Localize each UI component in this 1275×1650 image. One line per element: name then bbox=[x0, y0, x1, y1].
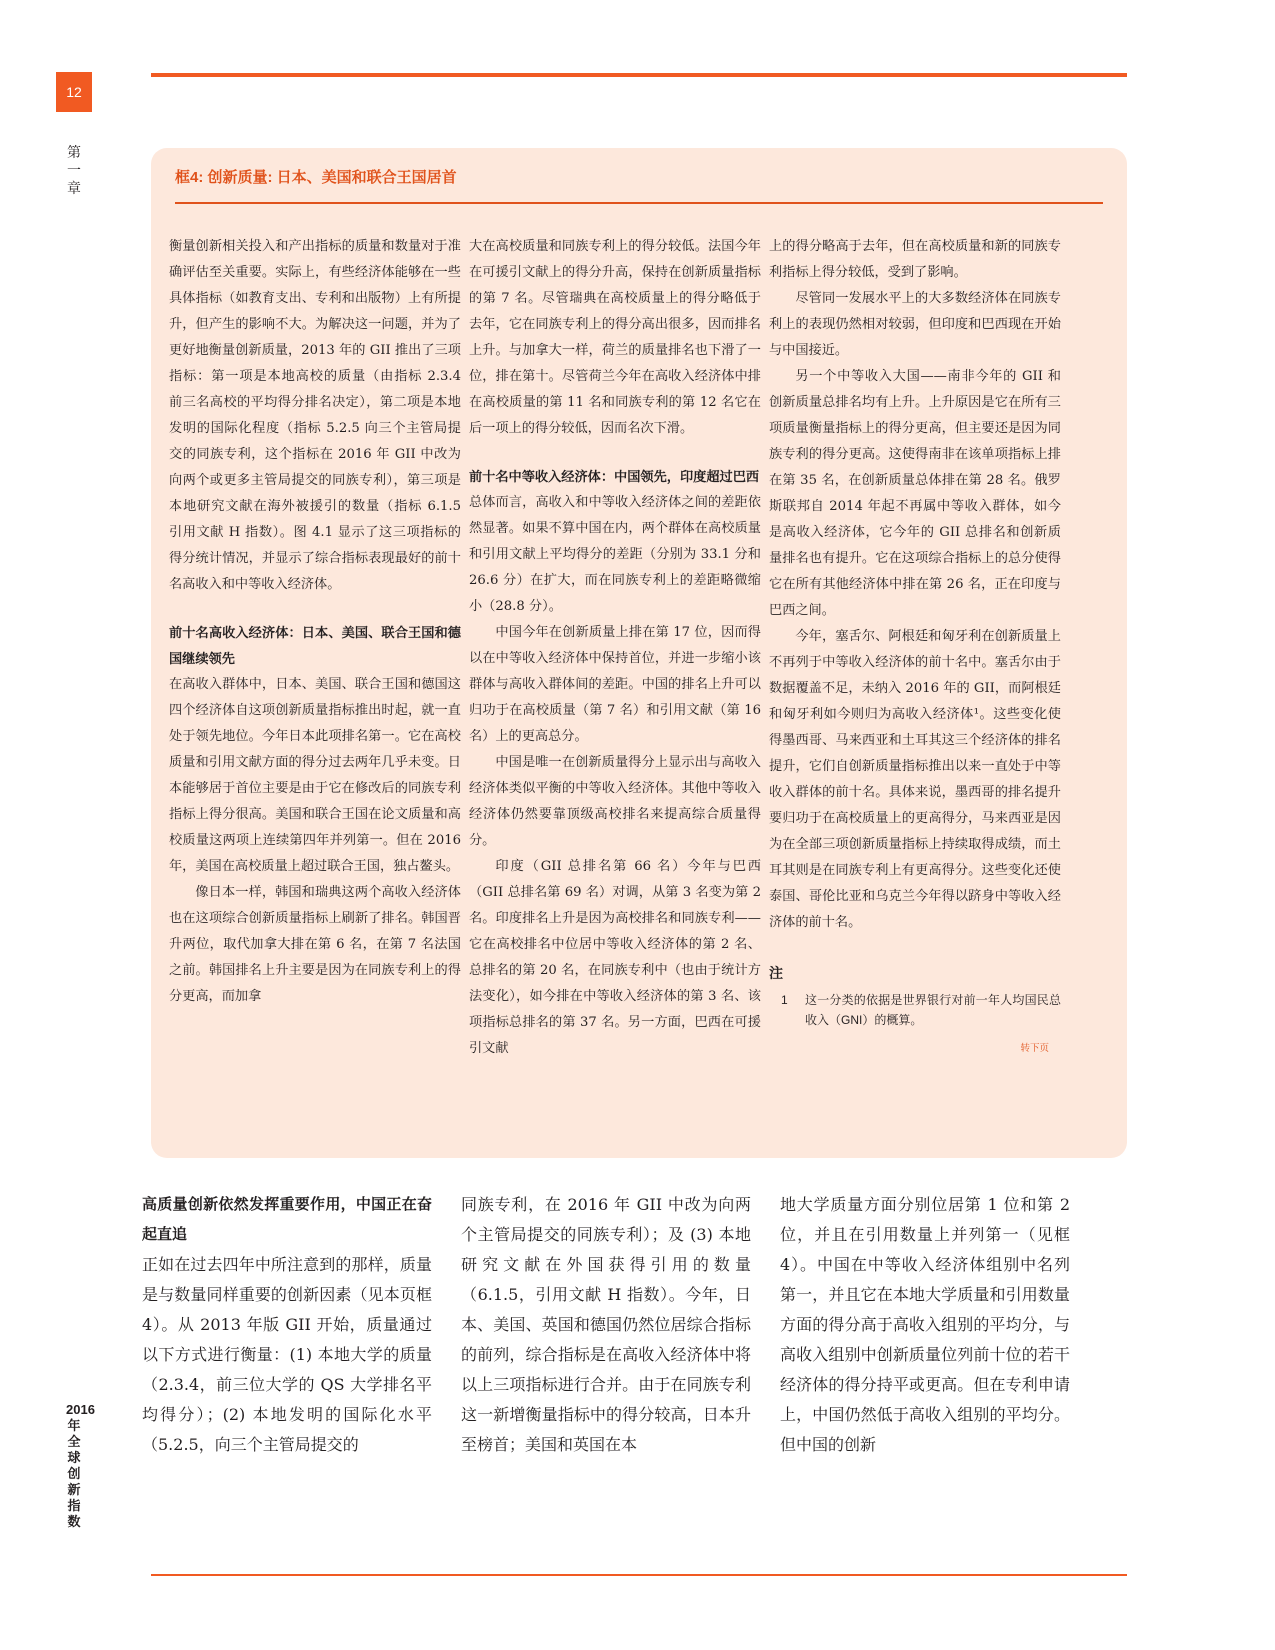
footnote-number: 1 bbox=[781, 993, 788, 1007]
box-paragraph: 像日本一样，韩国和瑞典这两个高收入经济体也在这项综合创新质量指标上刷新了排名。韩国晋升两位，取代加拿大排在第 6 名，在第 7 名法国之前。韩国排名上升主要是因为在同族专利上的得分更高，而加拿 bbox=[169, 885, 461, 1004]
box-paragraph: 中国是唯一在创新质量得分上显示出与高收入经济体类似平衡的中等收入经济体。其他中等收入经济体仍然要靠顶级高校排名来提高综合质量得分。 bbox=[469, 755, 761, 848]
box-paragraph: 印度（GII 总排名第 66 名）今年与巴西（GII 总排名第 69 名）对调，从第 3 名变为第 2 名。印度排名上升是因为高校排名和同族专利——它在高校排名中位居中等收入经济体的第 2 名、总排名的第 20 名，在同族专利中（也由于统计方法变化），如今排在中等收入经济体的第 3 名、该项指标总排名的第 37 名。另一方面，巴西在可援引文献 bbox=[469, 859, 761, 1056]
box-paragraph: 总体而言，高收入和中等收入经济体之间的差距依然显著。如果不算中国在内，两个群体在高校质量和引用文献上平均得分的差距（分别为 33.1 分和 26.6 分）在扩大，而在同族专利上的差距略微缩小（28.8 分）。 bbox=[469, 495, 761, 614]
page-number: 12 bbox=[56, 72, 92, 112]
main-paragraph: 地大学质量方面分别位居第 1 位和第 2 位，并且在引用数量上并列第一（见框 4）。中国在中等收入经济体组别中名列第一，并且它在本地大学质量和引用数量方面的得分高于高收入组别的平均分，与高收入组别中创新质量位列前十位的若干经济体的得分持平或更高。但在专利申请上，中国仍然低于高收入组别的平均分。但中国的创新 bbox=[780, 1195, 1070, 1454]
box-paragraph: 另一个中等收入大国——南非今年的 GII 和创新质量总排名均有上升。上升原因是它在所有三项质量衡量指标上的得分更高，但主要还是因为同族专利的得分更高。这使得南非在该单项指标上排在第 35 名，在创新质量总体排在第 28 名。俄罗斯联邦自 2014 年起不再属中等收入群体，如今是高收入经济体，它今年的 GII 总排名和创新质量排名也有提升。它在这项综合指标上的总分使得它在所有其他经济体中排在第 26 名，正在印度与巴西之间。 bbox=[769, 369, 1061, 618]
footnote-text: 这一分类的依据是世界银行对前一年人均国民总收入（GNI）的概算。 bbox=[805, 993, 1061, 1027]
box-paragraph: 衡量创新相关投入和产出指标的质量和数量对于准确评估至关重要。实际上，有些经济体能够在一些具体指标（如教育支出、专利和出版物）上有所提升，但产生的影响不大。为解决这一问题，并为了更好地衡量创新质量，2013 年的 GII 推出了三项指标：第一项是本地高校的质量（由指标 2.3.4 前三名高校的平均得分排名决定），第二项是本地发明的国际化程度（指标 5.2.5 向三个主管局提交的同族专利，这个指标在 2016 年 GII 中改为向两个或更多主管局提交的同族专利），第三项是本地研究文献在海外被援引的数量（指标 6.1.5 引用文献 H 指数）。图 4.1 显示了这三项指标的得分统计情况，并显示了综合指标表现最好的前十名高收入和中等收入经济体。 bbox=[169, 239, 461, 592]
box-subheading: 前十名高收入经济体：日本、美国、联合王国和德国继续领先 bbox=[169, 625, 461, 666]
box-4 bbox=[151, 148, 1127, 1158]
box-paragraph: 中国今年在创新质量上排在第 17 位，因而得以在中等收入经济体中保持首位，并进一步缩小该群体与高收入群体间的差距。中国的排名上升可以归功于在高校质量（第 7 名）和引用文献（第 16 名）上的更高总分。 bbox=[469, 625, 761, 744]
main-column-2 bbox=[461, 1190, 751, 1460]
footnote bbox=[769, 990, 1061, 1030]
box-column-1 bbox=[169, 234, 461, 1010]
main-column-3 bbox=[780, 1190, 1070, 1460]
top-rule bbox=[151, 73, 1127, 77]
continued-label: 转下页 bbox=[1020, 1043, 1049, 1054]
box-paragraph: 上的得分略高于去年，但在高校质量和新的同族专利指标上得分较低，受到了影响。 bbox=[769, 239, 1061, 280]
main-paragraph: 同族专利，在 2016 年 GII 中改为向两个主管局提交的同族专利）；及 (3) 本地研究文献在外国获得引用的数量（6.1.5，引用文献 H 指数）。今年，日本、美国、英国和德国仍然位居综合指标的前列，综合指标是在高收入经济体中将以上三项指标进行合并。由于在同族专利这一新增衡量指标中的得分较高，日本升至榜首；美国和英国在本 bbox=[461, 1195, 751, 1454]
box-title: 框4: 创新质量: 日本、美国和联合王国居首 bbox=[175, 169, 457, 186]
box-title-rule bbox=[175, 202, 1103, 204]
main-column-1 bbox=[142, 1190, 432, 1460]
box-column-2 bbox=[469, 234, 761, 1062]
box-column-3 bbox=[769, 234, 1061, 1062]
side-publication-title: 2016年全球创新指数 bbox=[66, 1402, 95, 1529]
box-subheading: 前十名中等收入经济体：中国领先，印度超过巴西 bbox=[469, 469, 760, 484]
box-paragraph: 在高收入群体中，日本、美国、联合王国和德国这四个经济体自这项创新质量指标推出时起，就一直处于领先地位。今年日本此项排名第一。它在高校质量和引用文献方面的得分过去两年几乎未变。日本能够居于首位主要是由于它在修改后的同族专利指标上得分很高。美国和联合王国在论文质量和高校质量这两项上连续第四年并列第一。但在 2016 年，美国在高校质量上超过联合王国，独占鳌头。 bbox=[169, 677, 461, 874]
box-paragraph: 尽管同一发展水平上的大多数经济体在同族专利上的表现仍然相对较弱，但印度和巴西现在开始与中国接近。 bbox=[769, 291, 1061, 358]
chapter-label: 第一章 bbox=[67, 144, 81, 196]
main-paragraph: 正如在过去四年中所注意到的那样，质量是与数量同样重要的创新因素（见本页框 4）。从 2013 年版 GII 开始，质量通过以下方式进行衡量：(1) 本地大学的质量（2.3.4，前三位大学的 QS 大学排名平均得分）；(2) 本地发明的国际化水平（5.2.5，向三个主管局提交的 bbox=[142, 1255, 432, 1454]
bottom-rule bbox=[151, 1574, 1127, 1576]
notes-heading: 注 bbox=[769, 965, 783, 981]
box-paragraph: 大在高校质量和同族专利上的得分较低。法国今年在可援引文献上的得分升高，保持在创新质量指标的第 7 名。尽管瑞典在高校质量上的得分略低于去年，它在同族专利上的得分高出很多，因而排名上升。与加拿大一样，荷兰的质量排名也下滑了一位，排在第十。尽管荷兰今年在高收入经济体中排在高校质量的第 11 名和同族专利的第 12 名它在后一项上的得分较低，因而名次下滑。 bbox=[469, 239, 761, 436]
box-paragraph: 今年，塞舌尔、阿根廷和匈牙利在创新质量上不再列于中等收入经济体的前十名中。塞舌尔由于数据覆盖不足，未纳入 2016 年的 GII，而阿根廷和匈牙利如今则归为高收入经济体¹。这些变化使得墨西哥、马来西亚和土耳其这三个经济体的排名提升，它们自创新质量指标推出以来一直处于中等收入群体的前十名。具体来说，墨西哥的排名提升要归功于在高校质量上的更高得分，马来西亚是因为在全部三项创新质量指标上持续取得成绩，而土耳其则是在同族专利上有更高得分。这些变化还使泰国、哥伦比亚和乌克兰今年得以跻身中等收入经济体的前十名。 bbox=[769, 629, 1061, 930]
section-heading: 高质量创新依然发挥重要作用，中国正在奋起直追 bbox=[142, 1196, 432, 1243]
